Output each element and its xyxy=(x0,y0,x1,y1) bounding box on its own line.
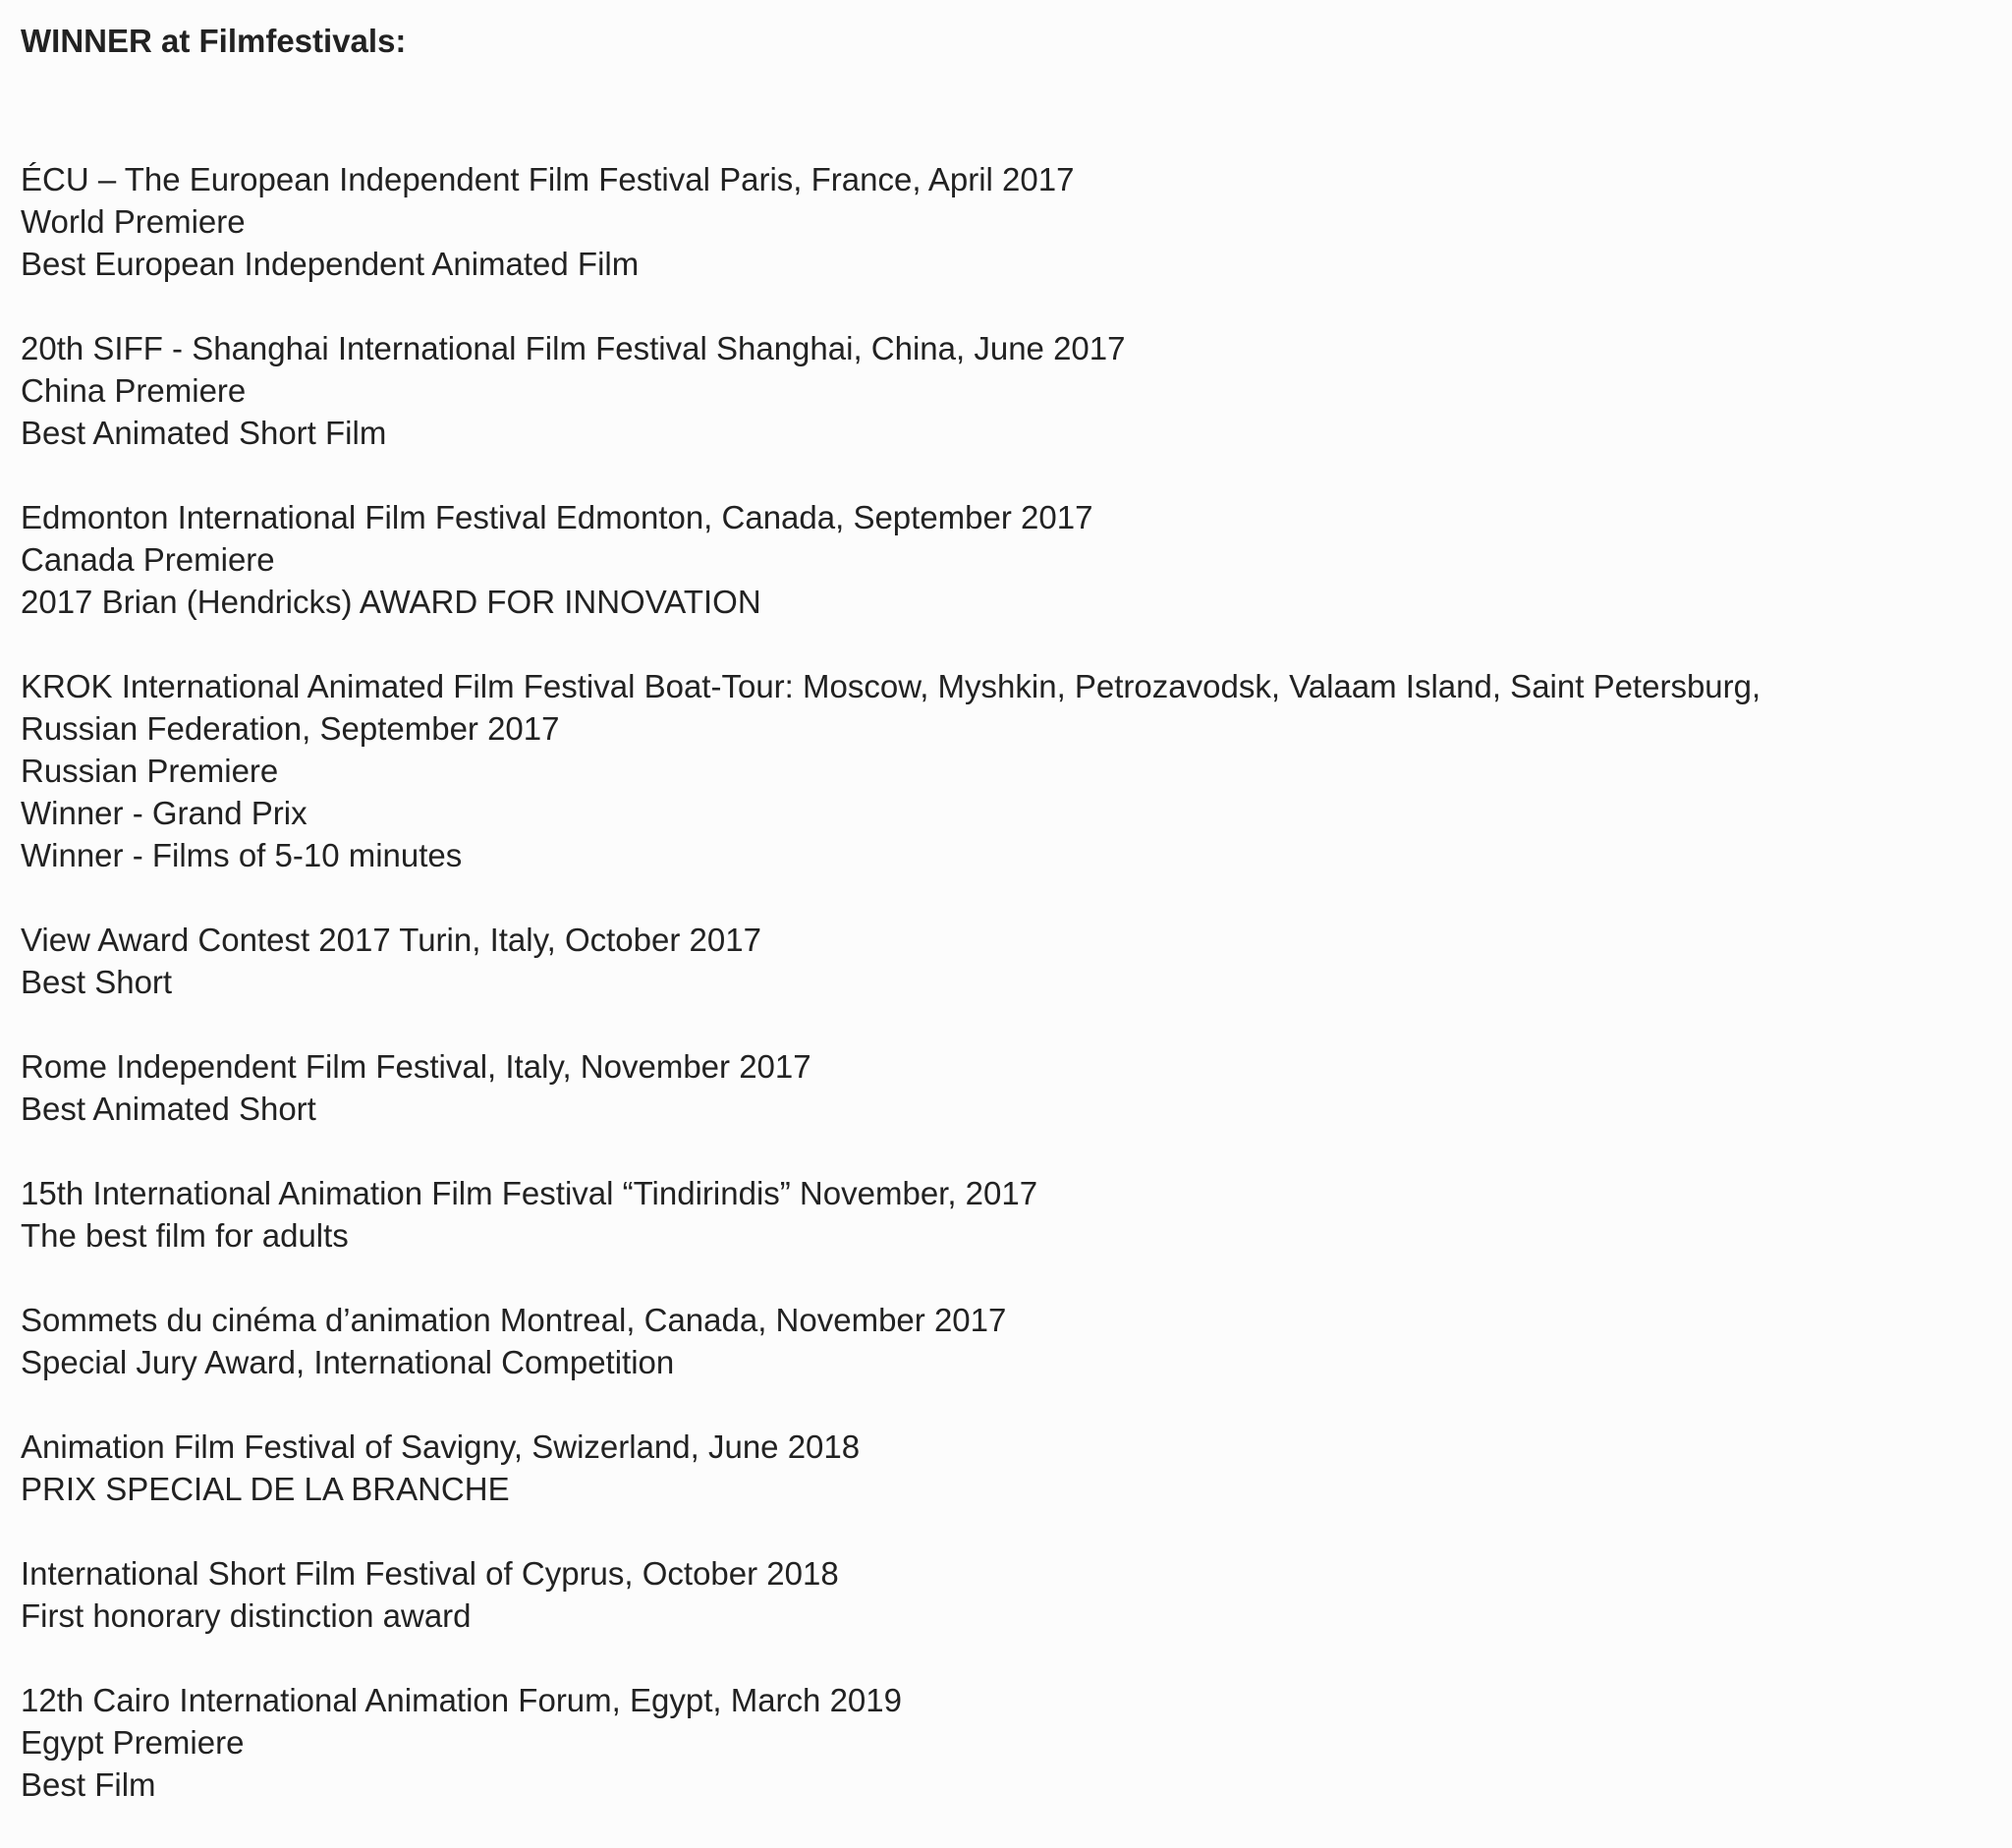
premiere-label: Canada Premiere xyxy=(21,541,275,578)
award-label: Special Jury Award, International Competition xyxy=(21,1344,675,1380)
festival-name: View Award Contest 2017 Turin, Italy, October 2017 xyxy=(21,922,761,958)
festival-entry xyxy=(21,327,1985,454)
festival-name: 12th Cairo International Animation Forum, Egypt, March 2019 xyxy=(21,1682,902,1718)
award-label: PRIX SPECIAL DE LA BRANCHE xyxy=(21,1471,510,1507)
festival-entry xyxy=(21,665,1985,876)
festival-list xyxy=(21,158,1985,1806)
festival-entry xyxy=(21,1426,1985,1510)
festival-name-continued: Russian Federation, September 2017 xyxy=(21,710,560,747)
premiere-label: China Premiere xyxy=(21,372,247,409)
festival-name: Edmonton International Film Festival Edmonton, Canada, September 2017 xyxy=(21,499,1093,535)
festival-entry xyxy=(21,158,1985,285)
festival-awards-document xyxy=(21,20,1985,1848)
award-label: First honorary distinction award xyxy=(21,1597,472,1634)
award-label: Best Animated Short Film xyxy=(21,415,387,451)
award-label: Best Short xyxy=(21,964,173,1000)
award-label: The best film for adults xyxy=(21,1217,349,1254)
festival-entry xyxy=(21,1552,1985,1637)
premiere-label: Russian Premiere xyxy=(21,753,279,789)
premiere-label: Egypt Premiere xyxy=(21,1724,245,1761)
award-label: Best Animated Short xyxy=(21,1091,316,1127)
premiere-label: World Premiere xyxy=(21,203,246,240)
festival-name: KROK International Animated Film Festival Boat-Tour: Moscow, Myshkin, Petrozavodsk, Valaam Island, Saint Petersburg, xyxy=(21,668,1761,704)
award-label: Best European Independent Animated Film xyxy=(21,246,640,282)
festival-entry xyxy=(21,1679,1985,1806)
festival-name: 15th International Animation Film Festival “Tindirindis” November, 2017 xyxy=(21,1175,1038,1211)
festival-name: ÉCU – The European Independent Film Festival Paris, France, April 2017 xyxy=(21,161,1075,197)
festival-entry xyxy=(21,919,1985,1003)
festival-entry xyxy=(21,1299,1985,1383)
festival-name: Rome Independent Film Festival, Italy, November 2017 xyxy=(21,1048,811,1085)
festival-entry xyxy=(21,1045,1985,1130)
festival-entry xyxy=(21,496,1985,623)
award-label: 2017 Brian (Hendricks) AWARD FOR INNOVATION xyxy=(21,584,761,620)
festival-name: Sommets du cinéma d’animation Montreal, Canada, November 2017 xyxy=(21,1302,1007,1338)
festival-name: International Short Film Festival of Cyprus, October 2018 xyxy=(21,1555,839,1592)
award-label: Winner - Grand Prix xyxy=(21,795,307,831)
festival-name: 20th SIFF - Shanghai International Film Festival Shanghai, China, June 2017 xyxy=(21,330,1126,366)
award-label: Winner - Films of 5-10 minutes xyxy=(21,837,463,873)
festival-entry xyxy=(21,1172,1985,1257)
award-label: Best Film xyxy=(21,1766,156,1803)
festival-name: Animation Film Festival of Savigny, Swizerland, June 2018 xyxy=(21,1428,861,1465)
page-heading: WINNER at Filmfestivals: xyxy=(21,23,407,59)
